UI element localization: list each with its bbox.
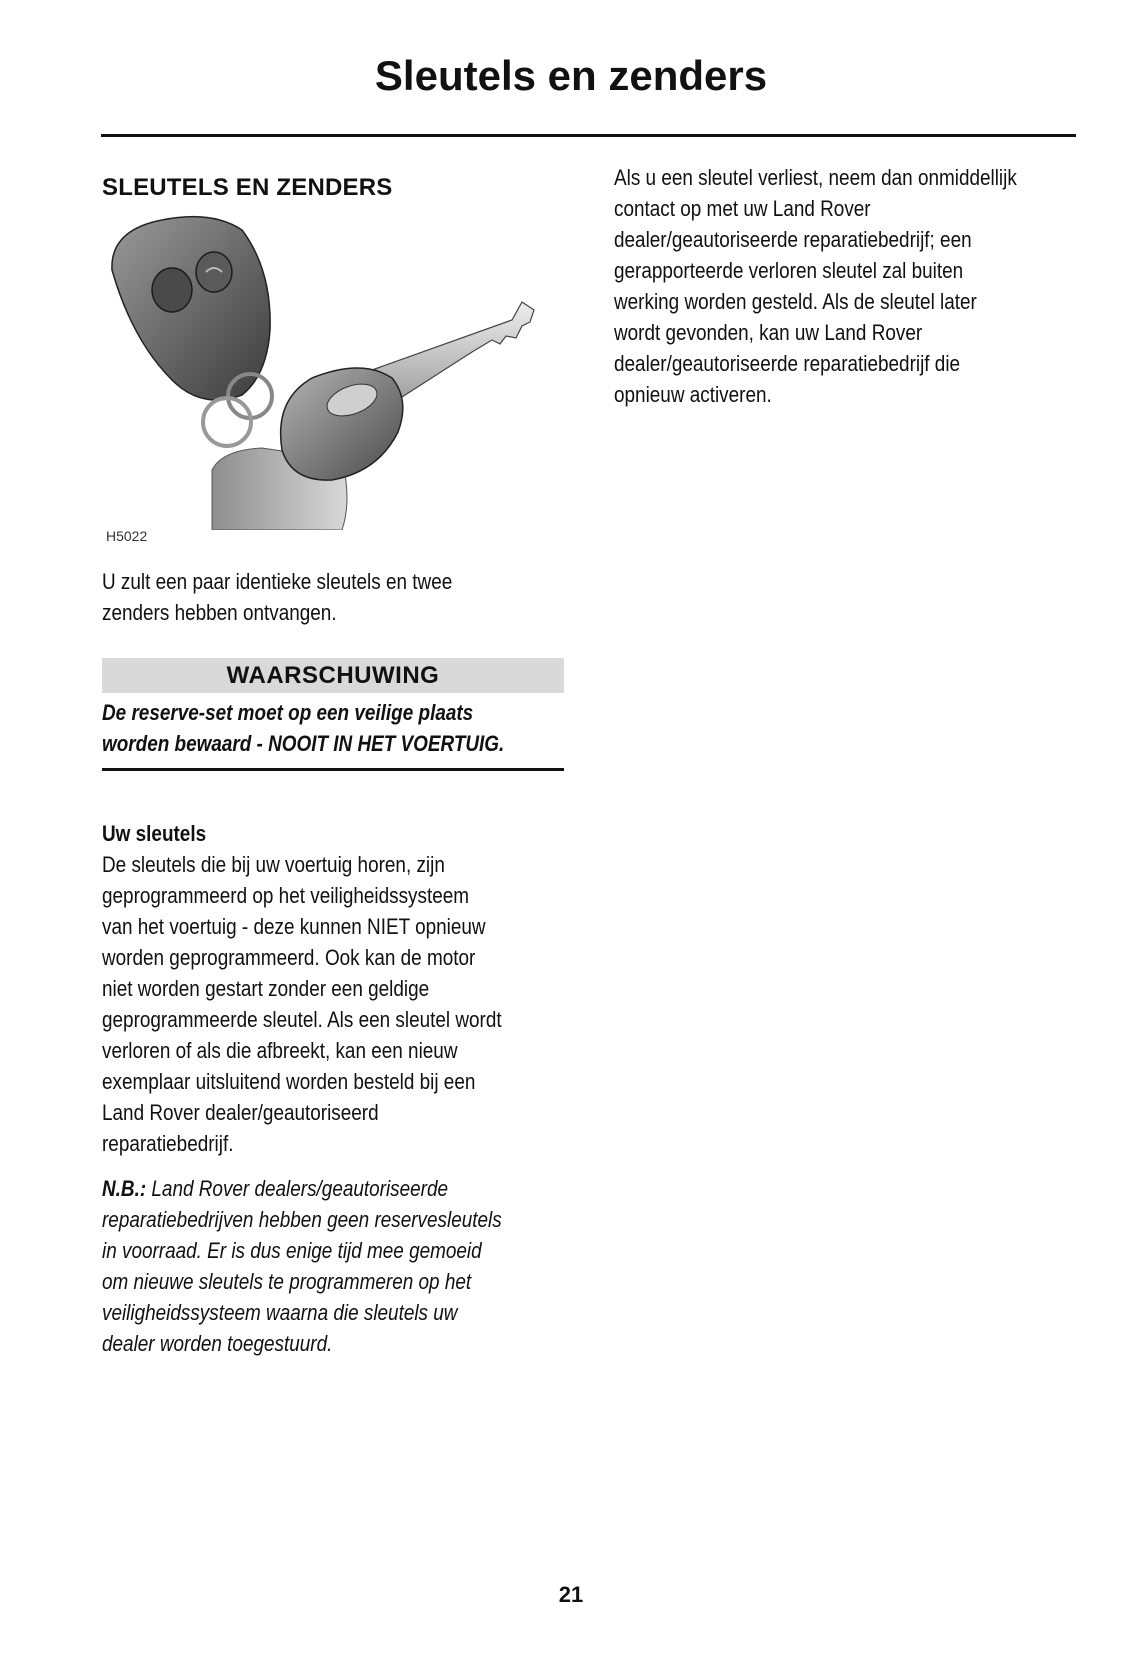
lost-line: Als u een sleutel verliest, neem dan onmiddellijk xyxy=(614,165,1017,190)
keys-line: exemplaar uitsluitend worden besteld bij een xyxy=(102,1069,476,1094)
key-figure xyxy=(102,210,564,550)
lost-line: contact op met uw Land Rover xyxy=(614,196,871,221)
keys-line: De sleutels die bij uw voertuig horen, zijn xyxy=(102,852,445,877)
note-paragraph xyxy=(102,1173,564,1359)
note-line-text: Land Rover dealers/geautoriseerde xyxy=(151,1176,449,1201)
keys-line: reparatiebedrijf. xyxy=(102,1131,234,1156)
note-line xyxy=(102,1173,563,1204)
keys-heading xyxy=(102,819,564,849)
intro-line: zenders hebben ontvangen. xyxy=(102,600,337,625)
intro-paragraph xyxy=(102,566,564,628)
keys-line: geprogrammeerd op het veiligheidssysteem xyxy=(102,883,470,908)
keys-paragraph xyxy=(102,849,564,1159)
keys-line: Land Rover dealer/geautoriseerd xyxy=(102,1100,379,1125)
note-line: reparatiebedrijven hebben geen reservesleutels xyxy=(102,1207,502,1232)
title-divider xyxy=(101,134,1076,137)
warning-line: De reserve-set moet op een veilige plaats xyxy=(102,700,474,725)
warning-box xyxy=(102,658,564,771)
right-column xyxy=(614,162,1080,410)
lost-line: wordt gevonden, kan uw Land Rover xyxy=(614,320,923,345)
keys-line: verloren of als die afbreekt, kan een nieuw xyxy=(102,1038,458,1063)
note-line: veiligheidssysteem waarna die sleutels uw xyxy=(102,1300,458,1325)
lost-line: opnieuw activeren. xyxy=(614,382,772,407)
warning-line: worden bewaard - NOOIT IN HET VOERTUIG. xyxy=(102,731,505,756)
key-fob-icon xyxy=(102,210,564,530)
note-line: om nieuwe sleutels te programmeren op het xyxy=(102,1269,472,1294)
note-line: in voorraad. Er is dus enige tijd mee gemoeid xyxy=(102,1238,482,1263)
page-number: 21 xyxy=(558,1582,584,1607)
warning-text xyxy=(102,697,564,759)
keys-line: van het voertuig - deze kunnen NIET opnieuw xyxy=(102,914,486,939)
lost-line: werking worden gesteld. Als de sleutel later xyxy=(614,289,977,314)
lost-line: gerapporteerde verloren sleutel zal buiten xyxy=(614,258,964,283)
keys-line: geprogrammeerde sleutel. Als een sleutel wordt xyxy=(102,1007,502,1032)
warning-label: WAARSCHUWING xyxy=(102,658,564,693)
figure-code: H5022 xyxy=(106,528,148,544)
note-label: N.B.: xyxy=(102,1176,147,1201)
lost-line: dealer/geautoriseerde reparatiebedrijf die xyxy=(614,351,961,376)
lost-line: dealer/geautoriseerde reparatiebedrijf; een xyxy=(614,227,972,252)
left-column xyxy=(102,168,564,1359)
section-heading: SLEUTELS EN ZENDERS xyxy=(102,174,393,201)
keys-line: worden geprogrammeerd. Ook kan de motor xyxy=(102,945,476,970)
note-line: dealer worden toegestuurd. xyxy=(102,1331,333,1356)
keys-line: niet worden gestart zonder een geldige xyxy=(102,976,430,1001)
intro-line: U zult een paar identieke sleutels en twee xyxy=(102,569,453,594)
page-title: Sleutels en zenders xyxy=(374,52,768,99)
keys-heading-text: Uw sleutels xyxy=(102,821,207,846)
warning-divider xyxy=(102,768,564,771)
lost-key-paragraph xyxy=(614,162,1080,410)
